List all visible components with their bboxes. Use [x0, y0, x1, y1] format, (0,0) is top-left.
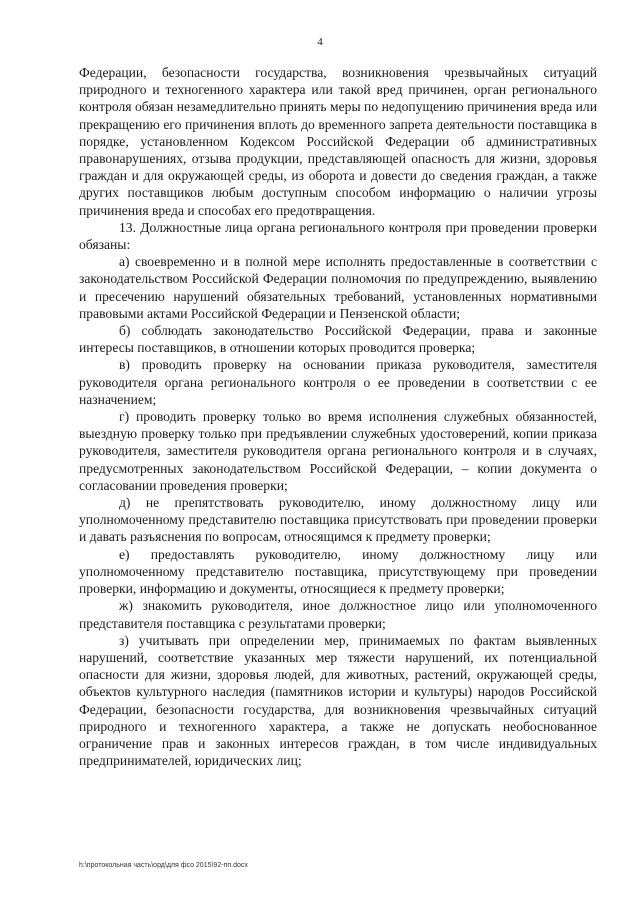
paragraph-item-e: е) предоставлять руководителю, иному должностному лицу или уполномоченному представителю поставщика, присутствующему при проведении проверки, информацию и документы, относящиеся к предмету проверки; [79, 546, 597, 597]
page-number: 4 [317, 36, 323, 48]
paragraph-continuation: Федерации, безопасности государства, возникновения чрезвычайных ситуаций природного и техногенного характера или такой вред причинен, орган регионального контроля обязан незамедлительно принять меры по недопущению причинения вреда или прекращению его причинения вплоть до временного запрета деятельности поставщика в порядке, установленном Кодексом Российской Федерации об административных правонарушениях, отзыва продукции, представляющей опасность для жизни, здоровья граждан и для окружающей среды, из оборота и довести до сведения граждан, а также других поставщиков любым доступным способом информацию о наличии угрозы причинения вреда и способах его предотвращения. [79, 65, 597, 218]
document-body [79, 64, 597, 769]
footer-file-path: h:\протокольная часть\орд\для фсо 2015\92-пп.docx [79, 862, 248, 869]
paragraph-item-d: д) не препятствовать руководителю, иному должностному лицу или уполномоченному представителю поставщика присутствовать при проведении проверки и давать разъяснения по вопросам, относящимся к предмету проверки; [79, 495, 597, 545]
paragraph-item-g: г) проводить проверку только во время исполнения служебных обязанностей, выездную проверку только при предъявлении служебных удостоверений, копии приказа руководителя, заместителя руководителя органа регионального контроля и в случаях, предусмотренных законодательством Российской Федерации, – копии документа о согласовании проведения проверки; [79, 409, 597, 493]
paragraph-item-b: б) соблюдать законодательство Российской Федерации, права и законные интересы поставщиков, в отношении которых проводится проверка; [79, 323, 597, 356]
paragraph-item-a: а) своевременно и в полной мере исполнять предоставленные в соответствии с законодательством Российской Федерации полномочия по предупреждению, выявлению и пресечению нарушений обязательных требований, установленных нормативными правовыми актами Российской Федерации и Пензенской области; [79, 254, 597, 321]
paragraph-item-zh: ж) знакомить руководителя, иное должностное лицо или уполномоченного представителя поставщика с результатами проверки; [79, 598, 597, 631]
paragraph-item-v: в) проводить проверку на основании приказа руководителя, заместителя руководителя органа регионального контроля о ее проведении в соответствии с ее назначением; [79, 357, 597, 407]
paragraph-13-intro: 13. Должностные лица органа регионального контроля при проведении проверки обязаны: [79, 219, 597, 253]
paragraph-item-z: з) учитывать при определении мер, принимаемых по фактам выявленных нарушений, соответствие указанных мер тяжести нарушений, их потенциальной опасности для жизни, здоровья людей, для животных, растений, окружающей среды, объектов культурного наследия (памятников истории и культуры) народов Российской Федерации, безопасности государства, для возникновения чрезвычайных ситуаций природного и техногенного характера, а также не допускать необоснованное ограничение прав и законных интересов граждан, в том числе индивидуальных предпринимателей, юридических лиц; [79, 632, 597, 769]
